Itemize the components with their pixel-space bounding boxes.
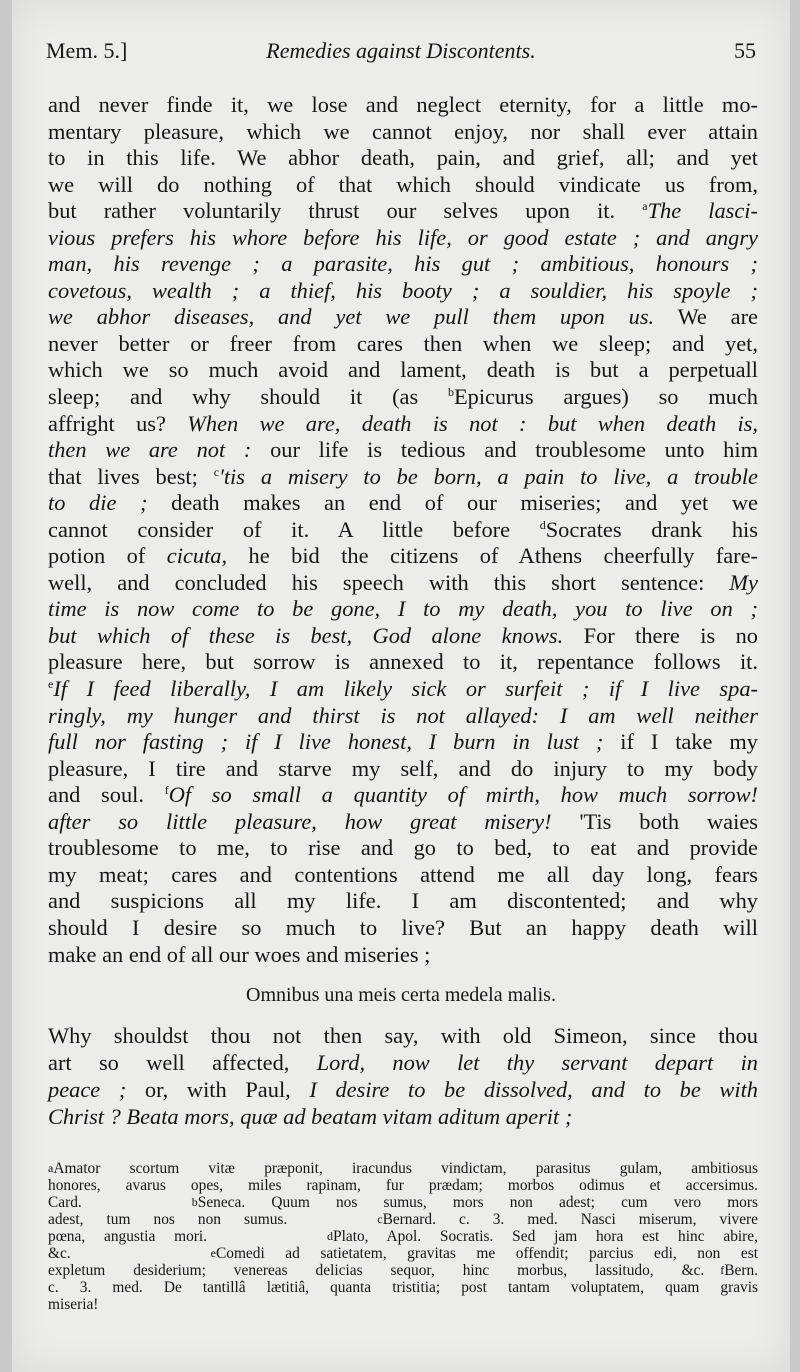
text-line: and never finde it, we lose and neglect eternity, for a little mo- [48, 92, 758, 117]
note-ref: d [539, 517, 546, 532]
text-line: peace ; or, with Paul, I desire to be dissolved, and to be with [48, 1077, 758, 1102]
footnotes [48, 1160, 758, 1313]
section-marker: Mem. 5.] [46, 38, 128, 63]
note-ref: b [447, 385, 454, 400]
note-marker: b [191, 1195, 198, 1209]
note-marker: e [210, 1246, 216, 1260]
text-line: we will do nothing of that which should vindicate us from, [48, 171, 758, 197]
text-line: to die ; death makes an end of our miseries; and yet we [48, 490, 758, 516]
text-line: never better or freer from cares then when we sleep; and yet, [48, 330, 758, 356]
text-line: vious prefers his whore before his life, or good estate ; and angry [48, 224, 758, 250]
main-text-continued [48, 1022, 758, 1130]
running-header [46, 38, 756, 72]
text-line: Christ ? Beata mors, quæ ad beatam vitam aditum aperit ; [48, 1104, 573, 1129]
text-line: make an end of all our woes and miseries ; [48, 941, 431, 967]
text-line: pleasure here, but sorrow is annexed to it, repentance follows it. [48, 649, 758, 675]
text-line: my meat; cares and contentions attend me all day long, fears [48, 861, 758, 887]
text-line: which we so much avoid and lament, death is but a perpetuall [48, 357, 758, 383]
text-line: potion of cicuta, he bid the citizens of Athens cheerfully fare- [48, 543, 758, 569]
note-marker: c [377, 1212, 383, 1226]
text-line: well, and concluded his speech with this short sentence: My [48, 569, 758, 595]
text-line: covetous, wealth ; a thief, his booty ; a souldier, his spoyle ; [48, 277, 758, 303]
text-line: time is now come to be gone, I to my death, you to live on ; [48, 596, 758, 622]
text-line: mentary pleasure, which we cannot enjoy, nor shall ever attain [48, 118, 758, 144]
note-ref: e [48, 677, 54, 692]
text-line: to in this life. We abhor death, pain, and grief, all; and yet [48, 145, 758, 171]
text-line: ringly, my hunger and thirst is not allayed: I am well neither [48, 702, 758, 728]
text-line: we abhor diseases, and yet we pull them upon us. We are [48, 304, 758, 330]
note-marker: a [48, 1161, 54, 1175]
text-line: then we are not : our life is tedious and troublesome unto him [48, 437, 758, 463]
text-line: Why shouldst thou not then say, with old Simeon, since thou [48, 1023, 758, 1048]
text-line: and suspicions all my life. I am discontented; and why [48, 888, 758, 914]
text-line: troublesome to me, to rise and go to bed, to eat and provide [48, 835, 758, 861]
footnote-line: &c. $^e$Comedi ad satietatem, gravitas me offendit; parcius edi, non est [48, 1245, 758, 1262]
text-line: should I desire so much to live? But an happy death will [48, 914, 758, 940]
text-line: sleep; and why should it (as $^b$Epicurus argues) so much [48, 384, 758, 410]
text-line: pleasure, I tire and starve my self, and do injury to my body [48, 755, 758, 781]
running-title: Remedies against Discontents. [266, 38, 536, 63]
text-line: but rather voluntarily thrust our selves upon it. $^a$The lasci- [48, 198, 758, 224]
note-marker: d [327, 1229, 334, 1243]
main-text [48, 92, 758, 968]
text-line: cannot consider of it. A little before $^d$Socrates drank his [48, 516, 758, 542]
text-line: that lives best; $^c$'tis a misery to be born, a pain to live, a trouble [48, 463, 758, 489]
text-line: after so little pleasure, how great misery! 'Tis both waies [48, 808, 758, 834]
text-line: man, his revenge ; a parasite, his gut ; ambitious, honours ; [48, 251, 758, 277]
latin-verse: Omnibus una meis certa medela malis. [246, 984, 556, 1006]
footnote-line: pœna, angustia mori. $^d$Plato, Apol. Socratis. Sed jam hora est hinc abire, [48, 1228, 758, 1245]
text-line: $^e$If I feed liberally, I am likely sick or surfeit ; if I live spa- [48, 676, 758, 702]
footnote-line: miseria! [48, 1296, 99, 1313]
page-number: 55 [734, 38, 756, 63]
footnote-line: $^a$Amator scortum vitæ præponit, iracundus vindictam, parasitus gulam, ambitiosus [48, 1160, 758, 1177]
note-ref: a [642, 199, 648, 214]
text-line: affright us? When we are, death is not : but when death is, [48, 410, 759, 436]
text-line: art so well affected, Lord, now let thy servant depart in [48, 1050, 758, 1075]
footnote-line: Card. $^b$Seneca. Quum nos sumus, mors non adest; cum vero mors [48, 1194, 758, 1211]
footnote-line: c. 3. med. De tantillâ lætitiâ, quanta tristitia; post tantam voluptatem, quam gravis [48, 1279, 758, 1296]
book-page [12, 0, 790, 1372]
text-line: but which of these is best, God alone knows. For there is no [48, 622, 759, 648]
text-line: and soul. $^f$Of so small a quantity of mirth, how much sorrow! [48, 782, 758, 808]
footnote-line: expletum desiderium; venereas delicias sequor, hinc morbus, lassitudo, &c. $^f$Bern. [48, 1262, 758, 1279]
note-ref: c [213, 464, 220, 479]
text-line: full nor fasting ; if I live honest, I burn in lust ; if I take my [48, 729, 758, 755]
note-marker: f [720, 1263, 725, 1277]
footnote-line: honores, avarus opes, miles rapinam, fur prædam; morbos odimus et accersimus. [48, 1177, 758, 1194]
footnote-line: adest, tum nos non sumus. $^c$Bernard. c. 3. med. Nasci miserum, vivere [48, 1211, 758, 1228]
note-ref: f [164, 783, 169, 798]
